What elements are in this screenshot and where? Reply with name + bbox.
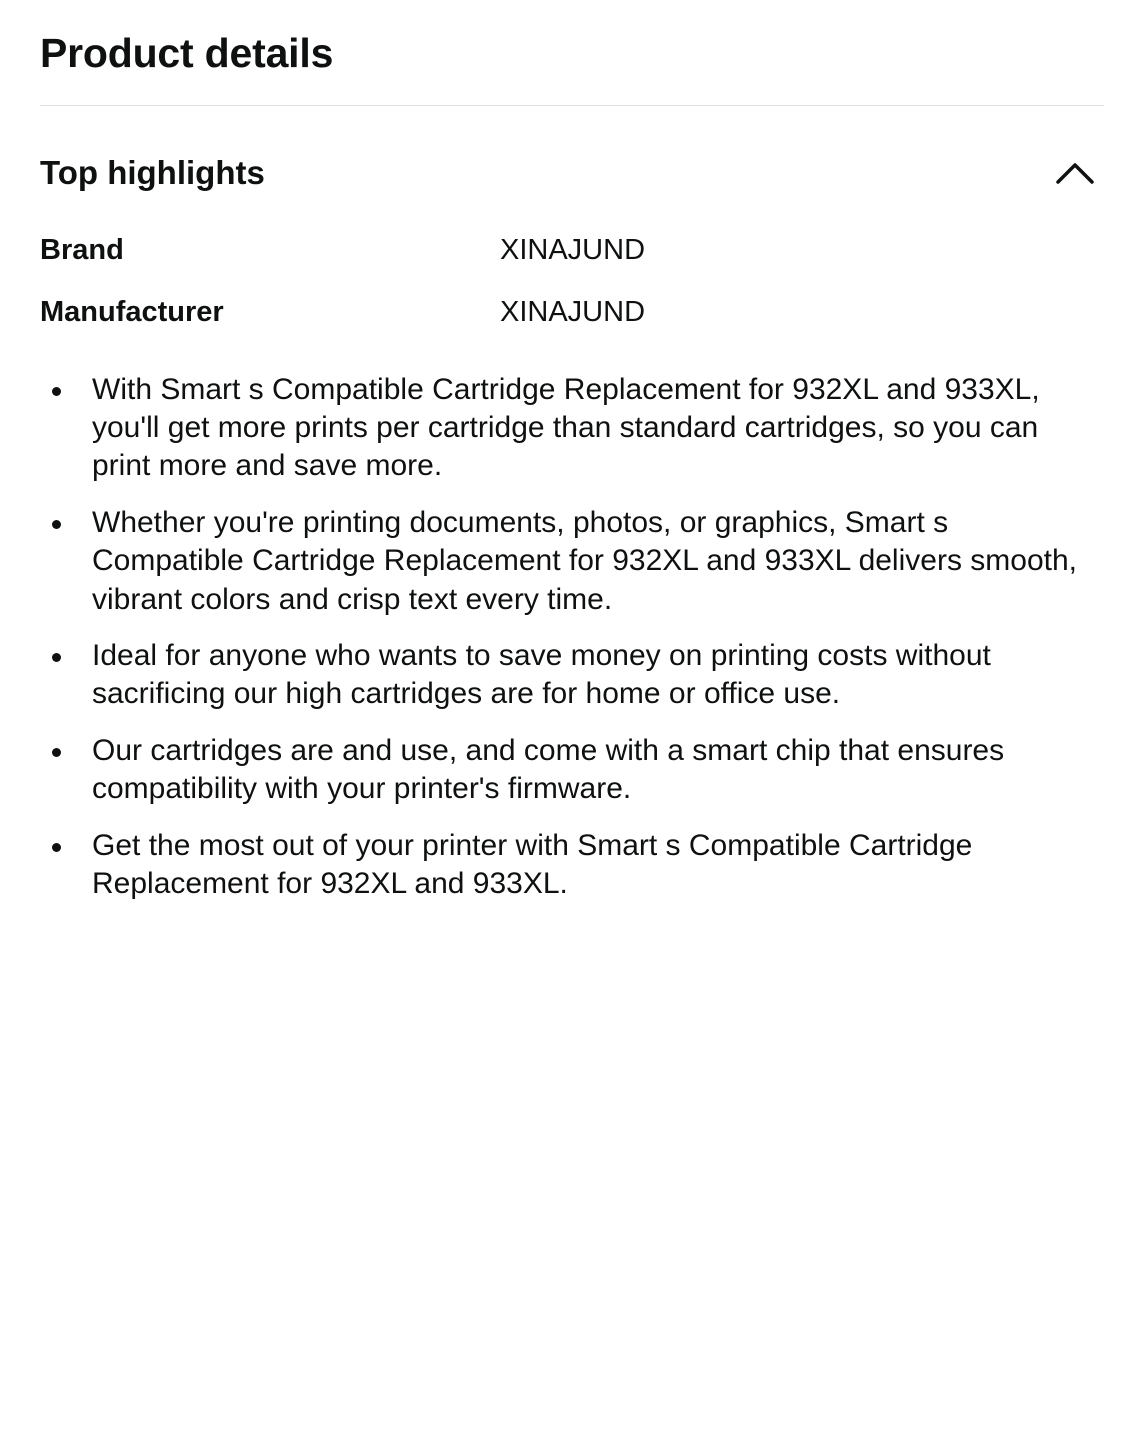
collapse-toggle-button[interactable]: [1052, 150, 1098, 196]
list-item: Whether you're printing documents, photos, or graphics, Smart s Compatible Cartridge Replacement for 932XL and 933XL delivers smooth, vibrant colors and crisp text every time.: [40, 504, 1104, 619]
table-row: [40, 294, 1104, 356]
list-item: Get the most out of your printer with Smart s Compatible Cartridge Replacement for 932XL and 933XL.: [40, 827, 1104, 904]
page-title: Product details: [40, 30, 334, 76]
attribute-label: Brand: [40, 234, 124, 267]
chevron-up-icon: [1055, 160, 1095, 186]
list-item: Our cartridges are and use, and come with a smart chip that ensures compatibility with your printer's firmware.: [40, 732, 1104, 809]
table-row: [40, 232, 1104, 294]
section-title: Top highlights: [40, 154, 265, 192]
list-item: With Smart s Compatible Cartridge Replacement for 932XL and 933XL, you'll get more prints per cartridge than standard cartridges, so you can print more and save more.: [40, 371, 1104, 486]
attribute-label: Manufacturer: [40, 296, 224, 329]
attribute-value: XINAJUND: [500, 234, 646, 267]
attributes-table: [40, 232, 1104, 357]
list-item: Ideal for anyone who wants to save money on printing costs without sacrificing our high cartridges are for home or office use.: [40, 637, 1104, 714]
attribute-value: XINAJUND: [500, 296, 646, 329]
top-highlights-header[interactable]: [40, 106, 1104, 206]
highlights-bullet-list: [40, 371, 1104, 904]
